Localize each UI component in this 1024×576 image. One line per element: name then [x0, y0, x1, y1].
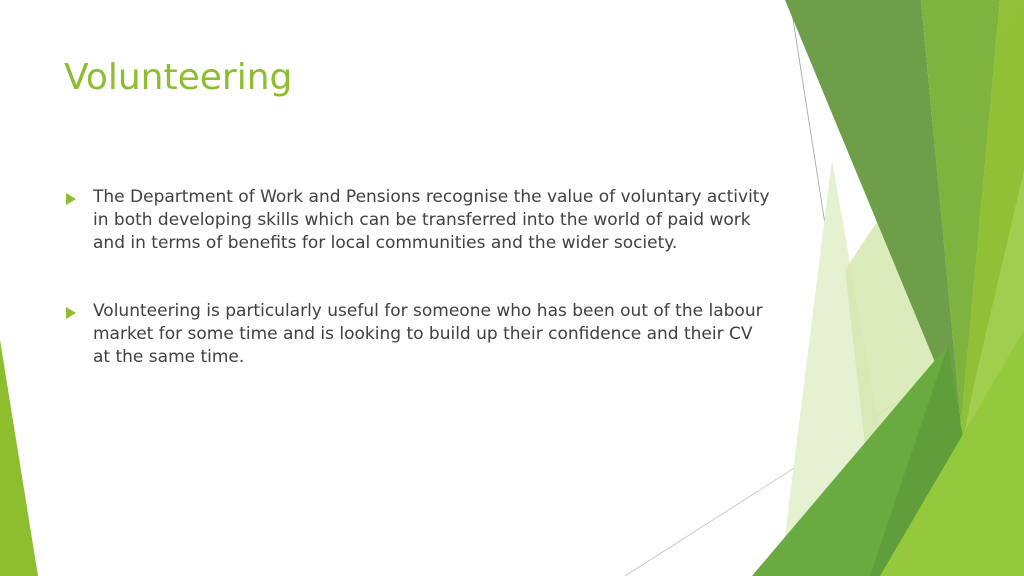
triangle-right-icon [66, 193, 76, 205]
triangle-right-icon [66, 307, 76, 319]
bullet-item [64, 300, 774, 370]
bullet-text: The Department of Work and Pensions recognise the value of voluntary activity in both developing skills which can be transferred into the world of paid work and in terms of benefits for local communities and the wider society. [93, 187, 770, 254]
bullet-list [64, 186, 774, 369]
bullet-item [64, 186, 774, 256]
decor-facet-left [0, 340, 38, 576]
bullet-text: Volunteering is particularly useful for someone who has been out of the labour market for some time and is looking to build up their confidence and their CV at the same time. [93, 300, 763, 368]
slide-title: Volunteering [64, 57, 293, 98]
